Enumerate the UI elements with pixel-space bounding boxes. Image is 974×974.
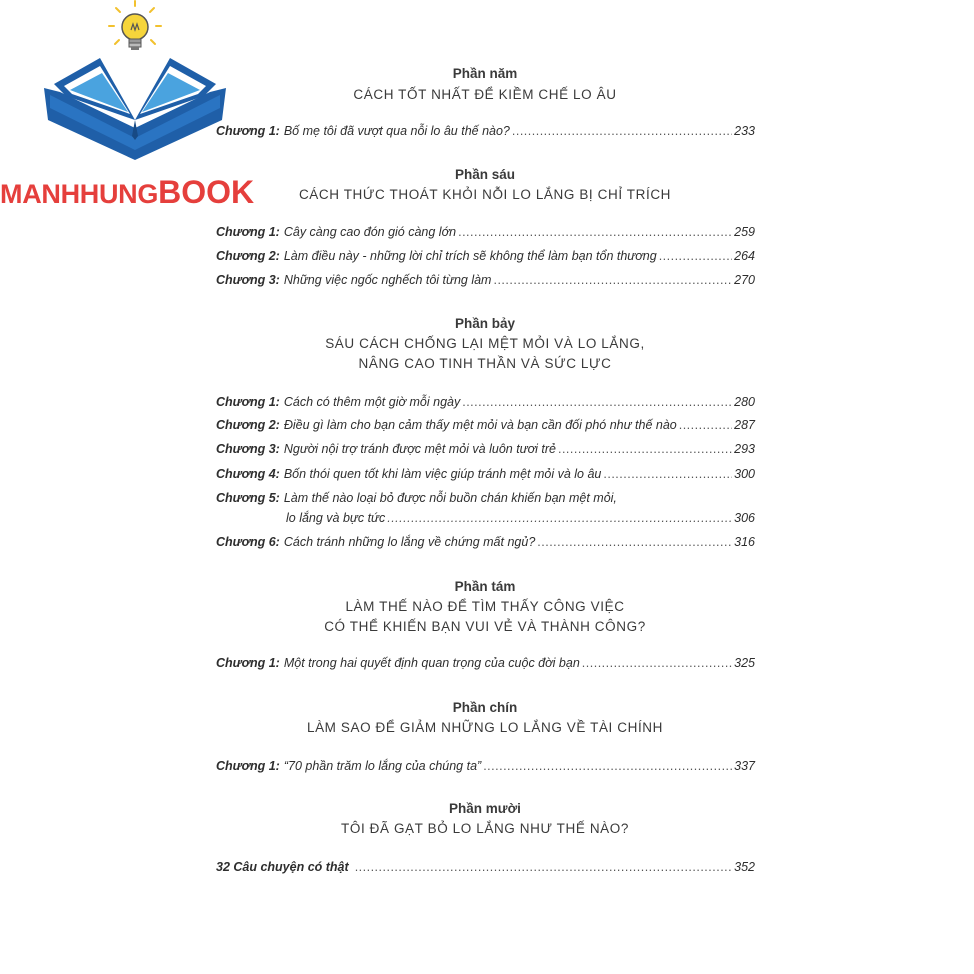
chapter-title-continued: lo lắng và bực tức <box>286 511 386 525</box>
dot-leader <box>582 656 732 670</box>
toc-entry[interactable] <box>216 467 755 485</box>
part-subtitle: SÁU CÁCH CHỐNG LẠI MỆT MỎI VÀ LO LẮNG, <box>325 336 645 351</box>
chapter-label: Chương 1: <box>216 656 280 670</box>
chapter-label: Chương 1: <box>216 395 280 409</box>
chapter-label: Chương 6: <box>216 535 280 549</box>
page-number: 337 <box>734 759 755 773</box>
toc-entry[interactable] <box>216 442 755 460</box>
part-title: Phần tám <box>454 579 516 594</box>
dot-leader <box>603 467 732 481</box>
toc-entry[interactable] <box>216 249 755 267</box>
chapter-label: Chương 1: <box>216 225 280 239</box>
brand-word-book: BOOK <box>158 174 255 210</box>
dot-leader <box>458 225 732 239</box>
toc-entry[interactable] <box>216 418 755 436</box>
toc-entry-continuation[interactable] <box>286 511 755 529</box>
page-number: 293 <box>734 442 755 456</box>
part-title: Phần năm <box>452 66 518 81</box>
chapter-title: Cây càng cao đón gió càng lớn <box>283 225 457 239</box>
chapter-title: Làm điều này - những lời chỉ trích sẽ không thể làm bạn tổn thương <box>283 249 657 263</box>
part-subtitle: CÁCH THỨC THOÁT KHỎI NỖI LO LẮNG BỊ CHỈ TRÍCH <box>298 187 672 202</box>
chapter-title: Người nội trợ tránh được mệt mỏi và luôn tươi trẻ <box>283 442 556 456</box>
dot-leader <box>387 511 732 525</box>
page-number: 352 <box>734 860 755 874</box>
chapter-title: Cách tránh những lo lắng về chứng mất ngủ? <box>283 535 536 549</box>
chapter-label: Chương 2: <box>216 418 280 432</box>
part-subtitle: CÁCH TỐT NHẤT ĐỂ KIỀM CHẾ LO ÂU <box>353 87 617 102</box>
part-subtitle: LÀM THẾ NÀO ĐỂ TÌM THẤY CÔNG VIỆC <box>345 599 625 614</box>
toc-entry[interactable] <box>216 656 755 674</box>
dot-leader <box>462 395 732 409</box>
toc-entry[interactable] <box>216 860 755 878</box>
toc-entry[interactable] <box>216 225 755 243</box>
part-subtitle: NÂNG CAO TINH THẦN VÀ SỨC LỰC <box>358 356 612 371</box>
part-subtitle: CÓ THỂ KHIẾN BẠN VUI VẺ VÀ THÀNH CÔNG? <box>324 619 646 634</box>
dot-leader <box>512 124 732 138</box>
dot-leader <box>483 759 732 773</box>
chapter-label: Chương 3: <box>216 273 280 287</box>
page-number: 280 <box>734 395 755 409</box>
chapter-label: Chương 5: <box>216 491 280 505</box>
dot-leader <box>493 273 732 287</box>
toc-entry[interactable] <box>216 395 755 413</box>
dot-leader <box>537 535 732 549</box>
part-subtitle: LÀM SAO ĐỂ GIẢM NHỮNG LO LẮNG VỀ TÀI CHÍNH <box>306 720 664 735</box>
chapter-label: Chương 1: <box>216 759 280 773</box>
chapter-title: Một trong hai quyết định quan trọng của cuộc đời bạn <box>283 656 580 670</box>
page-number: 264 <box>734 249 755 263</box>
dot-leader <box>558 442 732 456</box>
chapter-title: Bố mẹ tôi đã vượt qua nỗi lo âu thế nào? <box>283 124 510 138</box>
chapter-label: Chương 4: <box>216 467 280 481</box>
page-number: 270 <box>734 273 755 287</box>
part-title: Phần mười <box>449 801 521 816</box>
chapter-title: Làm thế nào loại bỏ được nỗi buồn chán khiến bạn mệt mỏi, <box>283 491 617 505</box>
page-number: 300 <box>734 467 755 481</box>
page-number: 259 <box>734 225 755 239</box>
toc-entry[interactable] <box>216 491 755 505</box>
chapter-label: Chương 3: <box>216 442 280 456</box>
toc-entry[interactable] <box>216 273 755 291</box>
dot-leader <box>355 860 732 874</box>
chapter-label: Chương 2: <box>216 249 280 263</box>
page-number: 287 <box>734 418 755 432</box>
brand-word-manhhung: MANHHUNG <box>0 179 159 209</box>
page-number: 233 <box>734 124 755 138</box>
dot-leader <box>679 418 732 432</box>
chapter-title: Những việc ngốc nghếch tôi từng làm <box>283 273 492 287</box>
part-title: Phần chín <box>452 700 518 715</box>
page-number: 306 <box>734 511 755 525</box>
chapter-title: Bốn thói quen tốt khi làm việc giúp tránh mệt mỏi và lo âu <box>283 467 602 481</box>
part-title: Phần sáu <box>454 167 516 182</box>
page-number: 316 <box>734 535 755 549</box>
page-number: 325 <box>734 656 755 670</box>
toc-entry[interactable] <box>216 759 755 777</box>
chapter-label: 32 Câu chuyện có thật <box>216 860 349 874</box>
chapter-title: Điều gì làm cho bạn cảm thấy mệt mỏi và bạn cần đối phó như thế nào <box>283 418 677 432</box>
toc-entry[interactable] <box>216 535 755 553</box>
toc-entry[interactable] <box>216 124 755 142</box>
part-title: Phần bảy <box>454 316 516 331</box>
chapter-title: Cách có thêm một giờ mỗi ngày <box>283 395 461 409</box>
chapter-title: “70 phần trăm lo lắng của chúng ta” <box>283 759 482 773</box>
dot-leader <box>659 249 732 263</box>
chapter-label: Chương 1: <box>216 124 280 138</box>
part-subtitle: TÔI ĐÃ GẠT BỎ LO LẮNG NHƯ THẾ NÀO? <box>341 821 629 836</box>
